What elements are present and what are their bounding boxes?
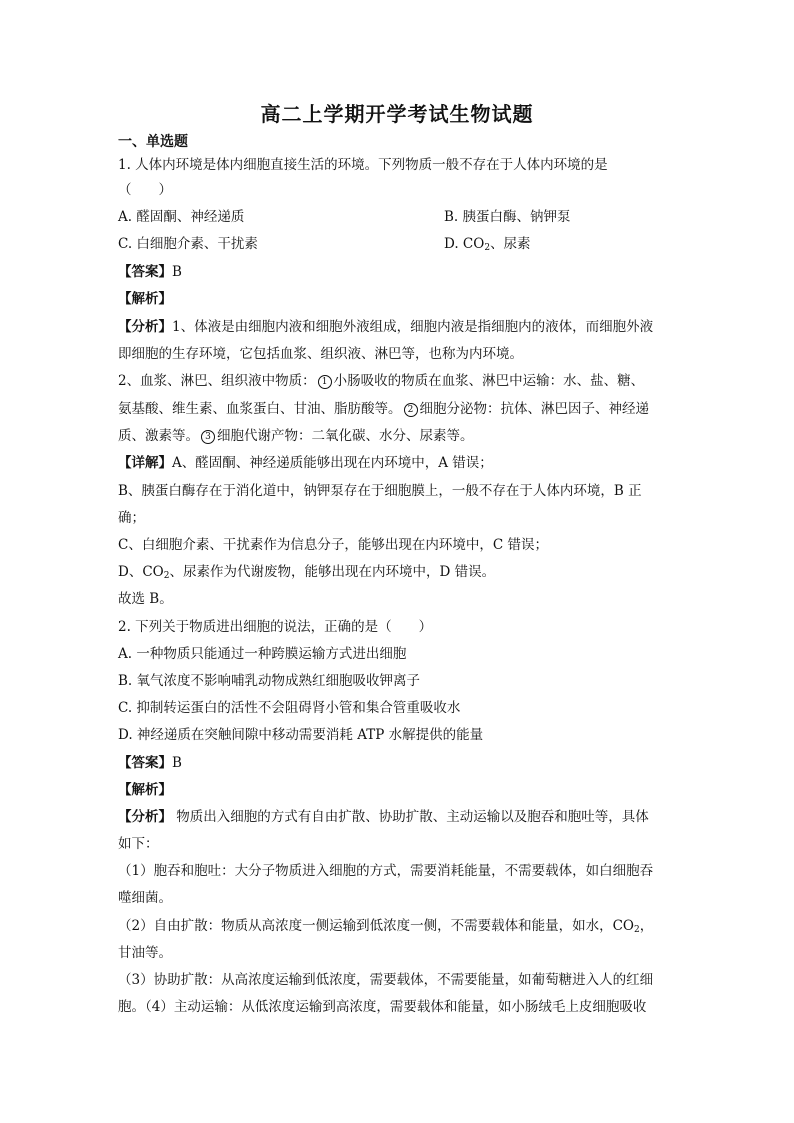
section-heading: 一、单选题 [118, 134, 188, 150]
q2-item1-line1: （1）胞吞和胞吐：大分子物质进入细胞的方式，需要消耗能量，不需要载体，如白细胞吞 [118, 863, 654, 879]
q2-item3-line1: （3）协助扩散：从高浓度运输到低浓度，需要载体，不需要能量，如葡萄糖进入人的红细 [118, 972, 654, 988]
q1-detail-b-line1: B、胰蛋白酶存在于消化道中，钠钾泵存在于细胞膜上，一般不存在于人体内环境，B 正 [118, 483, 642, 499]
q1-detail-c: C、白细胞介素、干扰素作为信息分子，能够出现在内环境中，C 错误； [118, 537, 548, 553]
q2-option-c: C. 抑制转运蛋白的活性不会阻碍肾小管和集合管重吸收水 [118, 700, 461, 716]
q2-fenxi-line2: 如下： [118, 836, 159, 852]
q1-point2-line3: 质、激素等。 3 细胞代谢产物：二氧化碳、水分、尿素等。 [118, 428, 474, 444]
q1-blank: （ ） [118, 182, 172, 198]
q1-detail-d: D、$CO_2$、尿素作为代谢废物，能够出现在内环境中，D 错误。 [118, 564, 496, 581]
q2-option-b: B. 氧气浓度不影响哺乳动物成熟红细胞吸收钾离子 [118, 673, 421, 689]
q1-answer: 【答案】B [118, 264, 182, 280]
q2-item3-line2: 胞。（4）主动运输：从低浓度运输到高浓度，需要载体和能量，如小肠绒毛上皮细胞吸收 [118, 999, 647, 1015]
q1-fenxi-line1: 【分析】1、体液是由细胞内液和细胞外液组成，细胞内液是指细胞内的液体，而细胞外液 [118, 319, 654, 335]
q2-item1-line2: 噬细菌。 [118, 890, 172, 906]
page-title: 高二上学期开学考试生物试题 [260, 102, 534, 126]
q2-answer: 【答案】B [118, 755, 182, 771]
q2-option-d: D. 神经递质在突触间隙中移动需要消耗 ATP 水解提供的能量 [118, 727, 484, 743]
q2-stem: 2. 下列关于物质进出细胞的说法，正确的是（ ） [118, 619, 433, 635]
q1-detail-b-line2: 确； [118, 510, 145, 526]
q1-analysis-tag: 【解析】 [118, 291, 172, 307]
q2-fenxi-line1: 【分析】 物质出入细胞的方式有自由扩散、协助扩散、主动运输以及胞吞和胞吐等，具体 [118, 809, 649, 825]
q1-stem: 1. 人体内环境是体内细胞直接生活的环境。下列物质一般不存在于人体内环境的是 [118, 157, 608, 173]
q1-option-d: D. $CO_2$、尿素 [444, 236, 531, 253]
q1-option-a: A. 醛固酮、神经递质 [118, 209, 245, 225]
q1-fenxi-line2: 即细胞的生存环境，它包括血浆、组织液、淋巴等，也称为内环境。 [118, 346, 523, 362]
q1-option-c: C. 白细胞介素、干扰素 [118, 236, 258, 252]
q1-detail-a: 【详解】A、醛固酮、神经递质能够出现在内环境中，A 错误； [118, 455, 493, 471]
q2-option-a: A. 一种物质只能通过一种跨膜运输方式进出细胞 [118, 646, 407, 662]
q1-point2-line1: 2、血浆、淋巴、组织液中物质： 1 小肠吸收的物质在血浆、淋巴中运输：水、盐、糖、 [118, 373, 645, 389]
q1-conclusion: 故选 B。 [118, 591, 173, 607]
q1-option-b: B. 胰蛋白酶、钠钾泵 [444, 209, 571, 225]
q2-item2-line1: （2）自由扩散：物质从高浓度一侧运输到低浓度一侧，不需要载体和能量，如水，$CO_2$， [118, 918, 654, 935]
q2-analysis-tag: 【解析】 [118, 782, 172, 798]
q1-point2-line2: 氨基酸、维生素、血浆蛋白、甘油、脂肪酸等。 2 细胞分泌物：抗体、淋巴因子、神经递 [118, 401, 649, 417]
q2-item2-line2: 甘油等。 [118, 945, 172, 961]
